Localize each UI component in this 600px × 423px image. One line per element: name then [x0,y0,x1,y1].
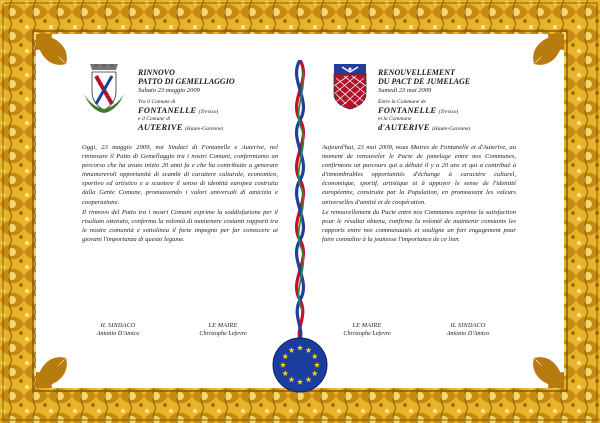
signature-role: LE MAIRE [352,322,382,329]
right-and-label: et la Commune [378,116,412,122]
corner-ornament-bottom-right [533,357,564,388]
signature-role: IL SINDACO [100,322,136,329]
signature-name: Antonio D'Amico [96,330,140,337]
right-title-line2: DU PACT DE JUMELAGE [378,77,471,86]
signature-role: LE MAIRE [208,322,238,329]
left-city1: FONTANELLE (Treviso) [138,105,219,115]
right-between-label: Entre la Commune de [378,99,426,105]
right-city1: FONTANELLE (Treviso) [378,105,459,115]
left-title-line2: PATTO DI GEMELLAGGIO [138,77,235,86]
left-paragraph-1: Oggi, 23 maggio 2009, noi Sindaci di Fontanelle e Auterive, nel rinnovare il Patto di Gemellaggio tra i nostri Comuni, confermiamo un percorso che ha avuto inizio 20 anni fa e che ha contribuito a generare innumerevoli opportunità di scambi di carattere culturale, economico, sportivo ed artistico e a scuotere il senso di identità europea costruita dalla Gente Comune, promuovendo i valori universali di amicizia e cooperazione. [82,144,278,206]
auterive-coat-of-arms [332,64,368,110]
signature-name: Antonio D'Amico [446,330,490,337]
left-body-text [82,143,278,245]
corner-ornament-top-left [36,34,67,65]
corner-ornament-top-right [533,34,564,65]
right-city2: d'AUTERIVE (Haute-Garonne) [378,122,471,132]
signature-name: Christophe Lefevre [343,330,391,337]
right-paragraph-1: Aujourd'hui, 23 mai 2009, nous Maires de Fontanelle et d'Auterive, au moment de renouveler le Pacte de jumelage entre nos Communes, confirmons un parcours qui a débuté il y a 20 ans et qui a contribué à d'innombrables opportunités d'échange à caractère culturel, économique, sportif, artistique et à appuyer le sense de l'identité européenne, construite par la Population, en promouvant les valeurs universelles d'amitié et de coopération. [322,144,516,206]
signature-block [428,322,508,338]
eu-flag-emblem [272,337,328,393]
left-and-label: e il Comune di [138,116,171,122]
left-date: Sabato 23 maggio 2009 [138,87,200,94]
signature-block [322,322,412,338]
tricolor-ribbon [286,60,314,340]
right-paragraph-2: Le renouvellement du Pacte entre nos Communes exprime la satisfaction pour le résultat obtenu, confirme la volonté de maintenir constants les rapports entre nos communautés et souligne un fort engagement pour faire connaître à la jeunesse l'importance de ce lien. [322,208,516,243]
right-title-line1: RENOUVELLEMENT [378,68,455,77]
signature-block [78,322,158,338]
right-body-text [322,143,516,245]
left-title-line1: RINNOVO [138,68,175,77]
signature-block [178,322,268,338]
left-city2: AUTERIVE (Haute-Garonne) [138,122,224,132]
right-date: Samedi 23 mai 2009 [378,87,432,94]
corner-ornament-bottom-left [36,357,67,388]
left-between-label: Tra il Comune di [138,99,176,105]
fontanelle-coat-of-arms [84,64,124,114]
left-header [138,68,278,132]
right-header [378,68,528,132]
signature-name: Christophe Lefevre [199,330,247,337]
signature-role: IL SINDACO [450,322,486,329]
left-paragraph-2: Il rinnovo del Patto tra i nostri Comuni esprime la soddisfazione per il risultato ottenuto, conferma la volontà di mantenere costanti rapporti tra le nostre comunità e sottolinea il forte impegno per far conoscere ai giovani l'importanza di questo legame. [82,208,278,243]
